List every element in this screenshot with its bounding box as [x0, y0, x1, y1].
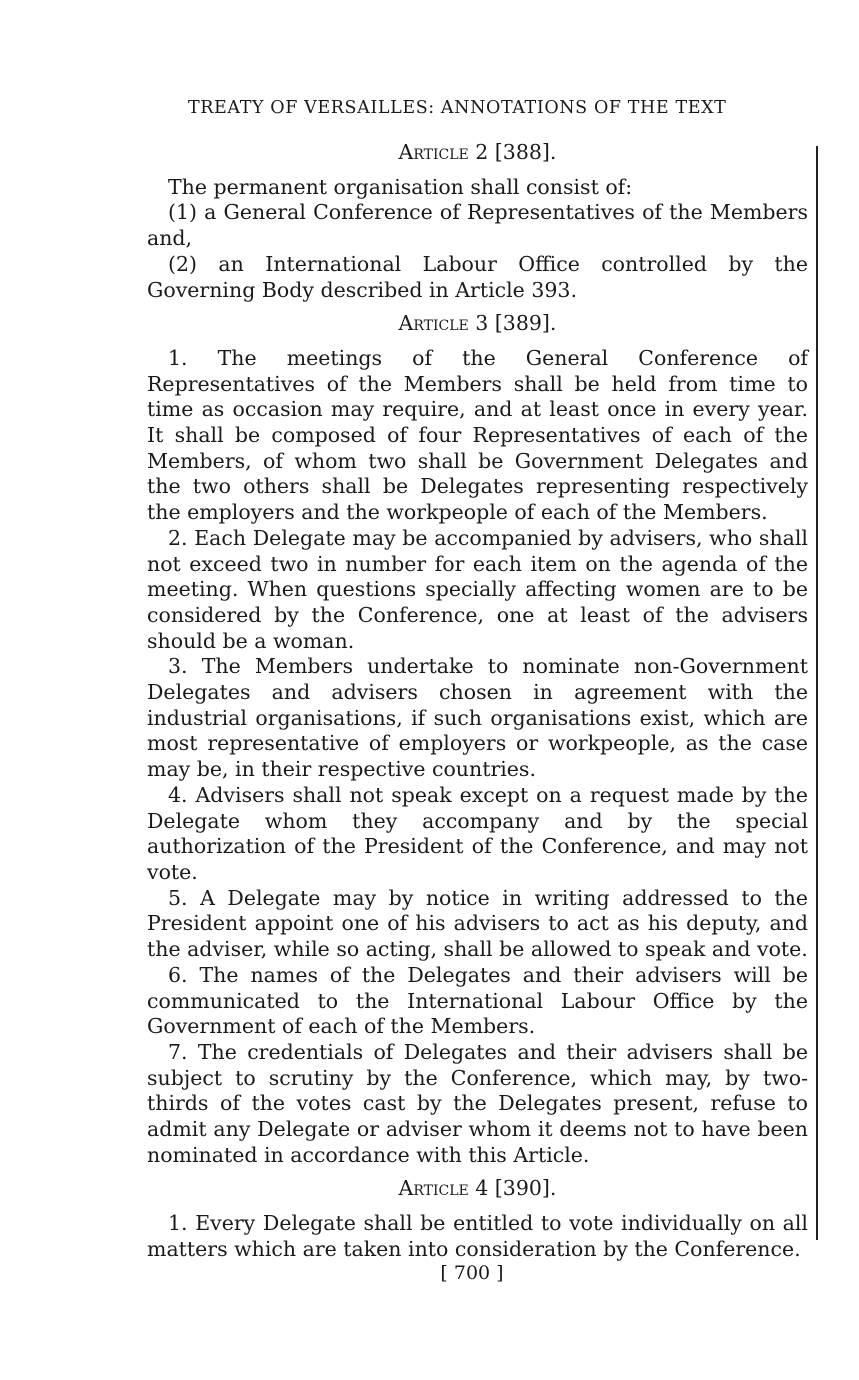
paragraph: (2) an International Labour Office controlled by the Governing Body described in Article 393. [147, 251, 808, 302]
paragraph: 7. The credentials of Delegates and their advisers shall be subject to scrutiny by the Conference, which may, by two-thirds of the votes cast by the Delegates present, refuse to admit any Delegate or adviser whom it deems not to have been nominated in accordance with this Article. [147, 1039, 808, 1167]
article-2 [147, 140, 808, 303]
article-text [147, 140, 808, 1263]
running-head: TREATY OF VERSAILLES: ANNOTATIONS OF THE TEXT [188, 98, 727, 118]
paragraph: 4. Advisers shall not speak except on a request made by the Delegate whom they accompany and by the special authorization of the President of the Conference, and may not vote. [147, 782, 808, 884]
margin-rule [816, 146, 818, 1240]
article-4 [147, 1176, 808, 1262]
paragraph: 5. A Delegate may by notice in writing addressed to the President appoint one of his advisers to act as his deputy, and the adviser, while so acting, shall be allowed to speak and vote. [147, 885, 808, 962]
article-heading: Article 2 [388]. [398, 140, 557, 164]
paragraph: (1) a General Conference of Representatives of the Members and, [147, 200, 808, 251]
article-heading: Article 4 [390]. [398, 1176, 557, 1201]
article-3 [147, 311, 808, 1168]
page-number: [ 700 ] [440, 1262, 504, 1284]
paragraph: 2. Each Delegate may be accompanied by advisers, who shall not exceed two in number for each item on the agenda of the meeting. When questions specially affecting women are to be considered by the Conference, one at least of the advisers should be a woman. [147, 525, 808, 653]
paragraph: 1. The meetings of the General Conference of Representatives of the Members shall be held from time to time as occasion may require, and at least once in every year. It shall be composed of four Representatives of each of the Members, of whom two shall be Government Delegates and the two others shall be Delegates representing respectively the employers and the workpeople of each of the Members. [147, 345, 808, 525]
paragraph: 6. The names of the Delegates and their advisers will be communicated to the International Labour Office by the Government of each of the Members. [147, 962, 808, 1039]
paragraph: 3. The Members undertake to nominate non-Government Delegates and advisers chosen in agreement with the industrial organisations, if such organisations exist, which are most representative of employers or workpeople, as the case may be, in their respective countries. [147, 654, 808, 782]
paragraph: 1. Every Delegate shall be entitled to vote individually on all matters which are taken into consideration by the Conference. [147, 1211, 808, 1261]
article-heading: Article 3 [389]. [398, 311, 557, 336]
paragraph: The permanent organisation shall consist of: [168, 174, 633, 199]
